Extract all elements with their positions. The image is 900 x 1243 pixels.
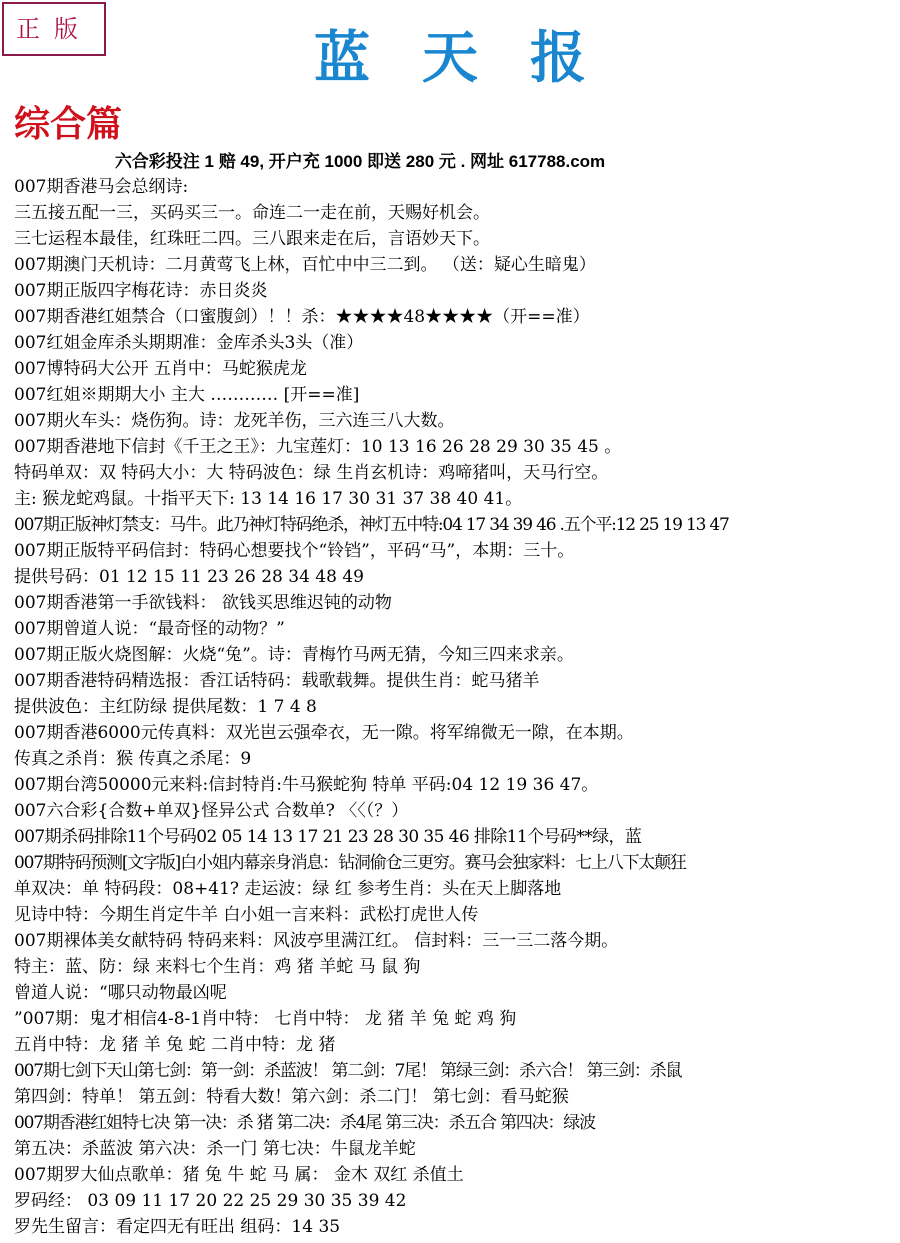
text-line: 007期香港特码精选报：香江话特码：载歌载舞。提供生肖：蛇马猪羊 [14, 671, 540, 691]
text-line: 单双决：单 特码段：08+41? 走运波：绿 红 参考生肖：头在天上脚落地 [14, 879, 562, 899]
promo-banner: 六合彩投注 1 赔 49, 开户充 1000 即送 280 元 . 网址 617788.com [114, 152, 606, 171]
text-line: 第五决：杀蓝波 第六决：杀一门 第七决：牛鼠龙羊蛇 [14, 1139, 416, 1159]
text-line: 007期杀码排除11个号码02 05 14 13 17 21 23 28 30 35 46 排除11个号码**绿，蓝 [14, 827, 642, 847]
text-line: 007期正版神灯禁支：马牛。此乃神灯特码绝杀，神灯五中特:04 17 34 39 46 .五个平:12 25 19 13 47 [14, 515, 729, 535]
version-badge: 正版 [2, 2, 106, 56]
text-line: 提供波色：主红防绿 提供尾数：1 7 4 8 [14, 697, 317, 717]
text-line: 曾道人说：“哪只动物最凶呢 [14, 983, 227, 1003]
text-line: 007红姐金库杀头期期准：金库杀头3头（准） [14, 333, 364, 353]
text-line: 007期曾道人说：“最奇怪的动物？” [14, 619, 285, 639]
text-line: 007期台湾50000元来料:信封特肖:牛马猴蛇狗 特单 平码:04 12 19 36 47。 [14, 775, 599, 795]
text-line: 007期正版特平码信封：特码心想要找个“铃铛”，平码“马”，本期：三十。 [14, 541, 575, 561]
text-line: 007期香港马会总纲诗: [14, 177, 189, 197]
text-line: 三五接五配一三，买码买三一。命连二一走在前，天赐好机会。 [14, 203, 490, 223]
text-line: 三七运程本最佳，红珠旺二四。三八跟来走在后，言语妙天下。 [14, 229, 490, 249]
text-line: 罗码经： 03 09 11 17 20 22 25 29 30 35 39 42 [14, 1191, 407, 1211]
text-line: 提供号码：01 12 15 11 23 26 28 34 48 49 [14, 567, 364, 587]
text-line: 见诗中特：今期生肖定牛羊 白小姐一言来料：武松打虎世人传 [14, 905, 479, 925]
text-line: 007期罗大仙点歌单：猪 兔 牛 蛇 马 属： 金木 双红 杀值土 [14, 1165, 464, 1185]
text-line: 特主：蓝、防：绿 来料七个生肖：鸡 猪 羊蛇 马 鼠 狗 [14, 957, 421, 977]
text-line: 007期香港红姐特七决 第一决：杀 猪 第二决：杀4尾 第三决：杀五合 第四决：绿波 [14, 1113, 595, 1133]
text-line: 特码单双：双 特码大小：大 特码波色：绿 生肖玄机诗：鸡啼猪叫，天马行空。 [14, 463, 609, 483]
text-line: 007博特码大公开 五肖中：马蛇猴虎龙 [14, 359, 307, 379]
text-line: 主: 猴龙蛇鸡鼠。十指平天下: 13 14 16 17 30 31 37 38 40 41。 [14, 489, 523, 509]
text-line: 007期香港红姐禁合（口蜜腹剑）！！杀：★★★★48★★★★（开==准） [14, 307, 590, 327]
text-line: 第四剑：特单！ 第五剑：特看大数！第六剑：杀二门！ 第七剑：看马蛇猴 [14, 1087, 569, 1107]
text-line: 传真之杀肖：猴 传真之杀尾：9 [14, 749, 252, 769]
page-title: 蓝天报 [314, 25, 638, 91]
text-line: 007期火车头：烧伤狗。诗：龙死羊伤，三六连三八大数。 [14, 411, 455, 431]
text-line: 007期正版四字梅花诗：赤日炎炎 [14, 281, 268, 301]
text-line: 007期特码预测[文字版]白小姐内幕亲身消息：钻洞偷仓三更穷。赛马会独家料：七上八下太颠狂 [14, 853, 686, 873]
text-line: 007六合彩{合数+单双}怪异公式 合数单? 〈〈（？） [14, 801, 409, 821]
text-line: 007红姐※期期大小 主大 ………… [开==准] [14, 385, 360, 405]
text-line: 五肖中特：龙 猪 羊 兔 蛇 二肖中特：龙 猪 [14, 1035, 336, 1055]
content-lines [14, 174, 900, 1240]
text-line: 007期澳门天机诗：二月黄莺飞上林，百忙中中三二到。 （送：疑心生暗鬼） [14, 255, 596, 275]
text-line: 007期裸体美女献特码 特码来料：风波亭里满江红。 信封料：三一三二落今期。 [14, 931, 619, 951]
text-line: 罗先生留言：看定四无有旺出 组码：14 35 [14, 1217, 341, 1237]
section-heading: 综合篇 [14, 103, 123, 145]
text-line: ”007期：鬼才相信4-8-1肖中特： 七肖中特： 龙 猪 羊 兔 蛇 鸡 狗 [14, 1009, 517, 1029]
text-line: 007期香港6000元传真料：双光岜云强牵衣，无一隙。将军绵微无一隙，在本期。 [14, 723, 634, 743]
text-line: 007期正版火烧图解：火烧“兔”。诗：青梅竹马两无猜，今知三四来求亲。 [14, 645, 574, 665]
text-line: 007期香港第一手欲钱料： 欲钱买思维迟钝的动物 [14, 593, 392, 613]
text-line: 007期七剑下天山第七剑：第一剑：杀蓝波！ 第二剑：7尾！ 第绿三剑：杀六合！ 第三剑：杀鼠 [14, 1061, 682, 1081]
text-line: 007期香港地下信封《千王之王》：九宝莲灯：10 13 16 26 28 29 30 35 45 。 [14, 437, 622, 457]
